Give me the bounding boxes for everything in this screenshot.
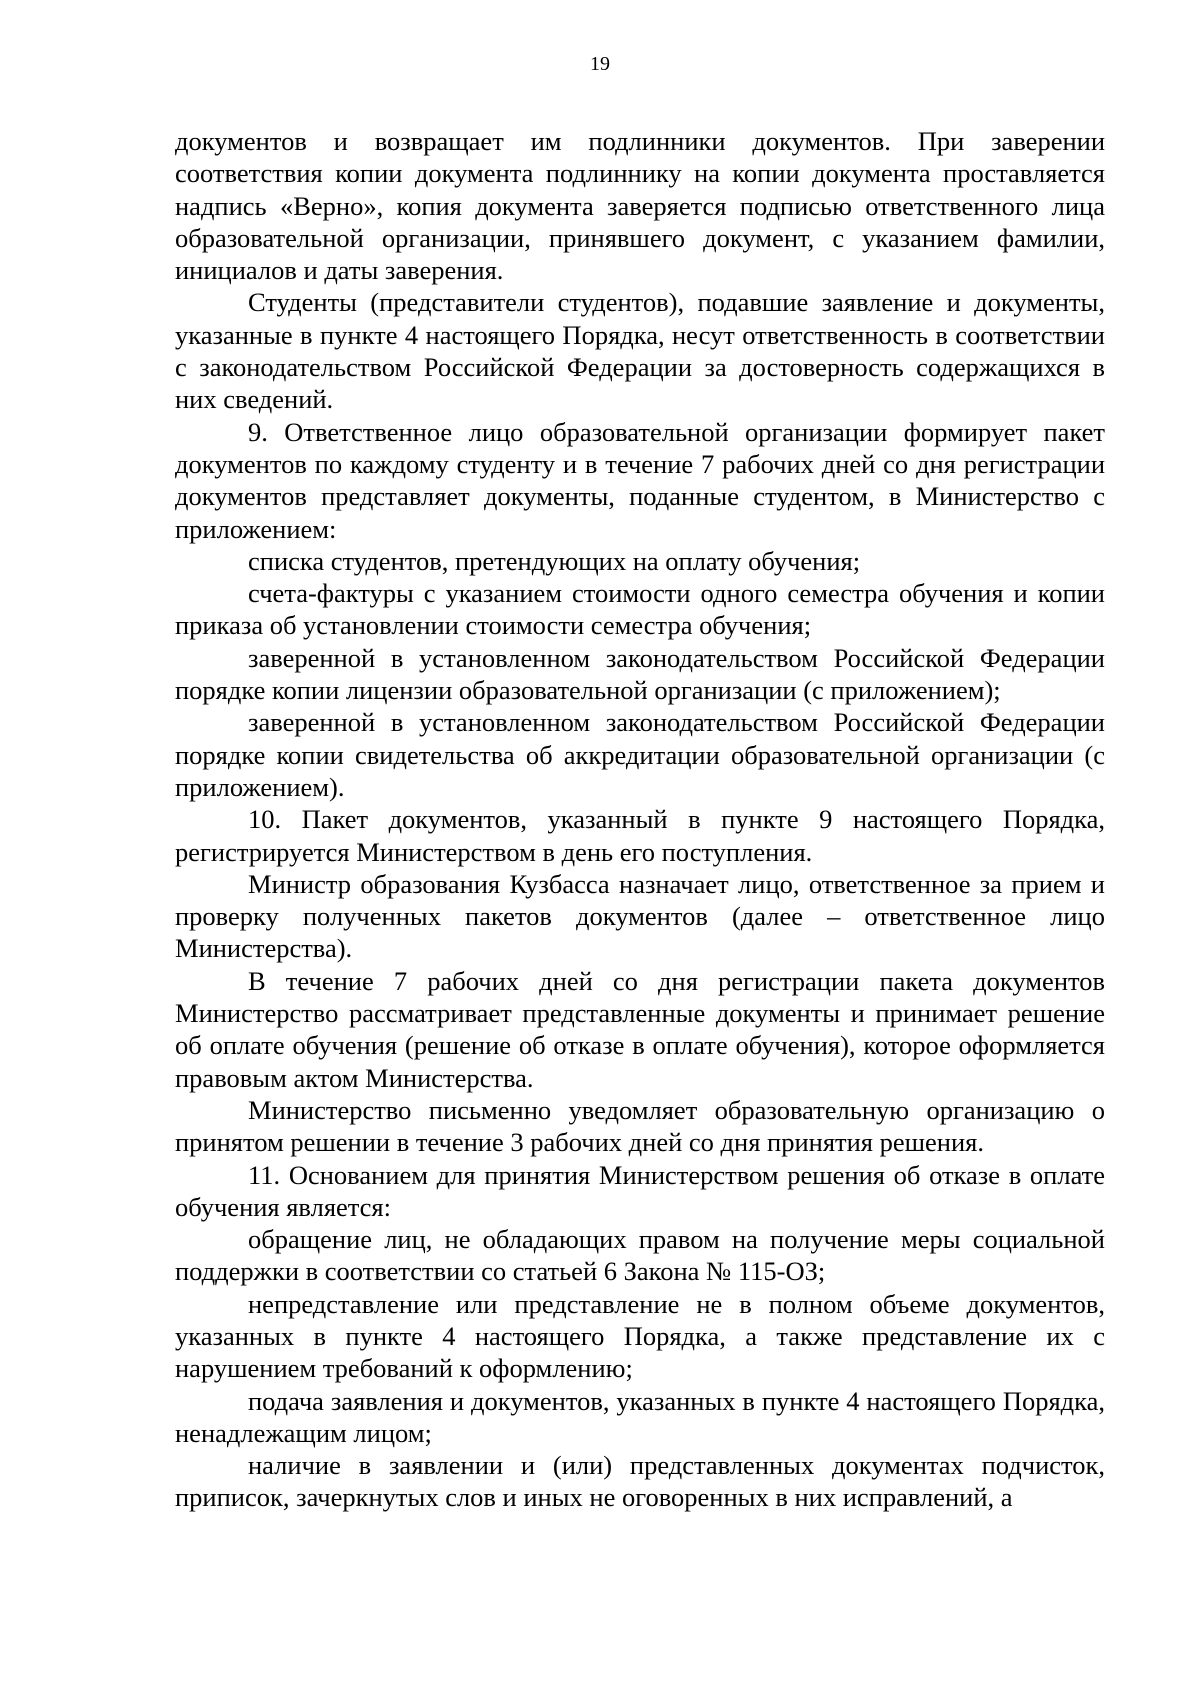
list-item: непредставление или представление не в полном объеме документов, указанных в пункте 4 настоящего Порядка, а также представление их с нарушением требований к оформлению; bbox=[175, 1288, 1105, 1384]
list-item: обращение лиц, не обладающих правом на получение меры социальной поддержки в соответствии со статьей 6 Закона № 115-ОЗ; bbox=[175, 1224, 1105, 1287]
paragraph-item-10: 10. Пакет документов, указанный в пункте 9 настоящего Порядка, регистрируется Министерством в день его поступления. bbox=[175, 804, 1105, 867]
paragraph-continuation: документов и возвращает им подлинники документов. При заверении соответствия копии документа подлиннику на копии документа проставляется надпись «Верно», копия документа заверяется подписью ответственного лица образовательной организации, принявшего документ, с указанием фамилии, инициалов и даты заверения. bbox=[175, 126, 1105, 286]
paragraph-item-11: 11. Основанием для принятия Министерством решения об отказе в оплате обучения является: bbox=[175, 1159, 1105, 1222]
page-number: 19 bbox=[590, 53, 610, 75]
list-item: списка студентов, претендующих на оплату обучения; bbox=[248, 545, 861, 576]
list-item: счета-фактуры с указанием стоимости одного семестра обучения и копии приказа об установлении стоимости семестра обучения; bbox=[175, 578, 1105, 641]
document-body bbox=[175, 125, 1105, 1514]
list-item: заверенной в установленном законодательством Российской Федерации порядке копии свидетельства об аккредитации образовательной организации (с приложением). bbox=[175, 707, 1105, 802]
list-item: наличие в заявлении и (или) представленных документах подчисток, приписок, зачеркнутых слов и иных не оговоренных в них исправлений, а bbox=[175, 1450, 1105, 1513]
paragraph: Министерство письменно уведомляет образовательную организацию о принятом решении в течение 3 рабочих дней со дня принятия решения. bbox=[175, 1094, 1105, 1158]
paragraph-item-9: 9. Ответственное лицо образовательной организации формирует пакет документов по каждому студенту и в течение 7 рабочих дней со дня регистрации документов представляет документы, поданные студентом, в Министерство с приложением: bbox=[175, 416, 1105, 544]
list-item: заверенной в установленном законодательством Российской Федерации порядке копии лицензии образовательной организации (с приложением); bbox=[175, 642, 1105, 706]
paragraph: В течение 7 рабочих дней со дня регистрации пакета документов Министерство рассматривает представленные документы и принимает решение об оплате обучения (решение об отказе в оплате обучения), которое оформляется правовым актом Министерства. bbox=[175, 965, 1105, 1093]
list-item: подача заявления и документов, указанных в пункте 4 настоящего Порядка, ненадлежащим лицом; bbox=[175, 1385, 1105, 1448]
paragraph: Студенты (представители студентов), подавшие заявление и документы, указанные в пункте 4 настоящего Порядка, несут ответственность в соответствии с законодательством Российской Федерации за достоверность содержащихся в них сведений. bbox=[175, 287, 1105, 415]
paragraph: Министр образования Кузбасса назначает лицо, ответственное за прием и проверку полученных пакетов документов (далее – ответственное лицо Министерства). bbox=[175, 868, 1105, 964]
